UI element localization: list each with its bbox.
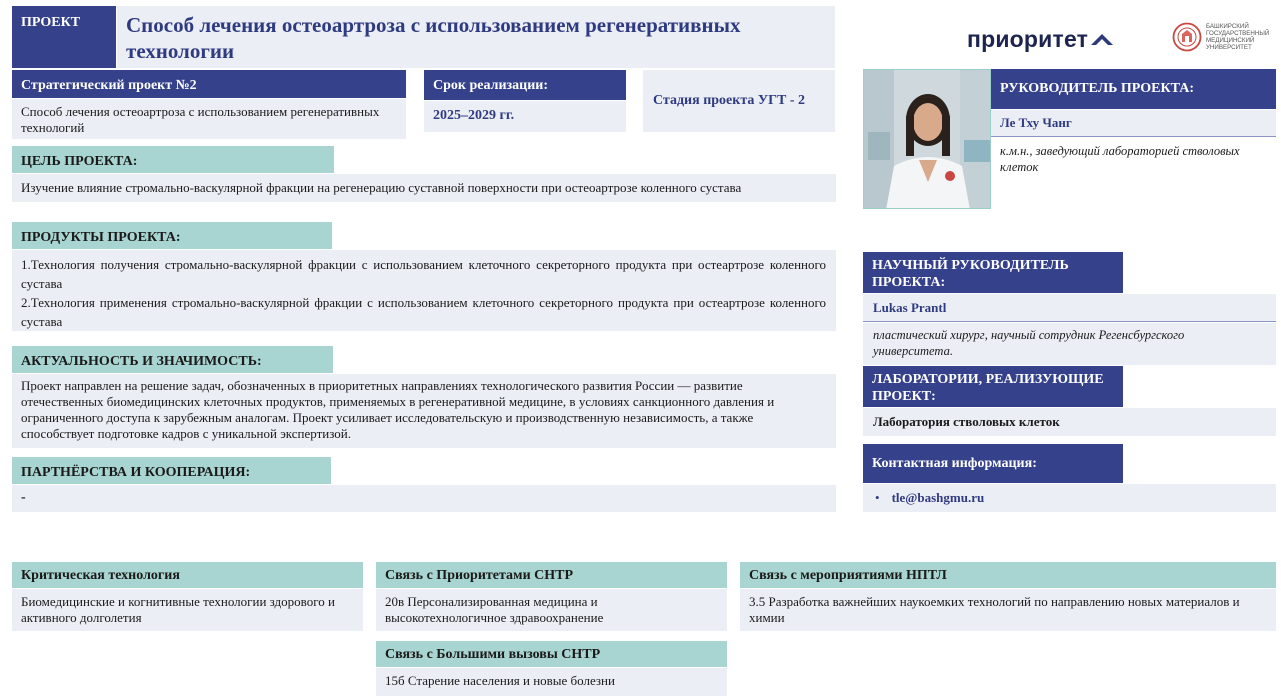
university-name bbox=[1206, 23, 1269, 52]
partners-label: ПАРТНЁРСТВА И КООПЕРАЦИЯ: bbox=[12, 457, 331, 484]
scientific-leader-label: НАУЧНЫЙ РУКОВОДИТЕЛЬ ПРОЕКТА: bbox=[863, 252, 1123, 293]
goal-label: ЦЕЛЬ ПРОЕКТА: bbox=[12, 146, 334, 173]
nptl-value: 3.5 Разработка важнейших наукоемких технологий по направлению новых материалов и химии bbox=[740, 589, 1276, 631]
products-label: ПРОДУКТЫ ПРОЕКТА: bbox=[12, 222, 332, 249]
product-item: 1.Технология получения стромально-васкулярной фракции с использованием клеточного секреторного продукта при остеартрозе коленного сустава bbox=[21, 257, 826, 291]
relevance-value: Проект направлен на решение задач, обозначенных в приоритетных направлениях технологического развития России — развитие отечественных биомедицинских клеточных продуктов, применяемых в регенеративной медицине, в условиях санкционного давления и ограниченного доступа к зарубежным аналогам. Проект усиливает исследовательскую и производственную независимость, а также способствует подготовке кадров с уникальной экспертизой. bbox=[12, 374, 836, 448]
university-name-line: МЕДИЦИНСКИЙ bbox=[1206, 37, 1255, 44]
sntr-priorities-value: 20в Персонализированная медицина и высокотехнологичное здравоохранение bbox=[376, 589, 727, 631]
products-list bbox=[12, 250, 836, 331]
university-emblem-icon bbox=[1172, 22, 1202, 52]
leader-position: к.м.н., заведующий лабораторией стволовых клеток bbox=[1000, 144, 1240, 174]
critical-tech-label: Критическая технология bbox=[12, 562, 363, 588]
goal-value: Изучение влияние стромально-васкулярной фракции на регенерацию суставной поверхности при остеоартрозе коленного сустава bbox=[12, 174, 836, 202]
nptl-label: Связь с мероприятиями НПТЛ bbox=[740, 562, 1276, 588]
contacts-value bbox=[863, 484, 1276, 512]
labs-label: ЛАБОРАТОРИИ, РЕАЛИЗУЮЩИЕ ПРОЕКТ: bbox=[863, 366, 1123, 407]
leader-photo bbox=[863, 69, 991, 209]
relevance-label: АКТУАЛЬНОСТЬ И ЗНАЧИМОСТЬ: bbox=[12, 346, 333, 373]
university-name-line: УНИВЕРСИТЕТ bbox=[1206, 44, 1252, 52]
stage-box bbox=[643, 70, 835, 132]
critical-tech-value: Биомедицинские и когнитивные технологии здорового и активного долголетия bbox=[12, 589, 363, 631]
leader-portrait-icon bbox=[864, 70, 991, 209]
sntr-challenges-label: Связь с Большими вызовы СНТР bbox=[376, 641, 727, 667]
term-value-text: 2025–2029 гг. bbox=[433, 108, 515, 123]
strategic-project-value: Способ лечения остеоартроза с использованием регенеративных технологий bbox=[12, 99, 406, 139]
contact-bullet: • bbox=[875, 490, 880, 505]
prioritet-logo bbox=[967, 24, 1113, 54]
project-badge: ПРОЕКТ bbox=[12, 6, 116, 68]
scientific-leader-name: Lukas Prantl bbox=[863, 294, 1276, 322]
leader-name: Ле Тху Чанг bbox=[991, 110, 1276, 137]
sntr-challenges-value: 15б Старение населения и новые болезни bbox=[376, 668, 727, 696]
sntr-priorities-label: Связь с Приоритетами СНТР bbox=[376, 562, 727, 588]
strategic-project-label: Стратегический проект №2 bbox=[12, 70, 406, 98]
term-label: Срок реализации: bbox=[424, 70, 626, 100]
chevron-up-icon bbox=[1091, 31, 1113, 47]
term-value bbox=[424, 101, 626, 132]
contacts-label: Контактная информация: bbox=[863, 444, 1123, 483]
scientific-leader-position: пластический хирург, научный сотрудник Регенсбургского университета. bbox=[863, 323, 1276, 365]
university-logo bbox=[1172, 20, 1278, 54]
partners-value: - bbox=[12, 485, 836, 512]
university-name-line: ГОСУДАРСТВЕННЫЙ bbox=[1206, 29, 1270, 37]
page-title: Способ лечения остеоартроза с использованием регенеративных технологии bbox=[117, 6, 835, 68]
product-item: 2.Технология применения стромально-васкулярной фракции с использованием клеточного секреторного продукта при остеартрозе коленного сустава bbox=[21, 295, 826, 329]
prioritet-logo-text: приоритет bbox=[967, 25, 1089, 52]
stage-value: Стадия проекта УГТ - 2 bbox=[653, 93, 806, 108]
labs-value: Лаборатория стволовых клеток bbox=[863, 408, 1276, 436]
leader-label: РУКОВОДИТЕЛЬ ПРОЕКТА: bbox=[991, 69, 1276, 109]
contact-email[interactable]: tle@bashgmu.ru bbox=[891, 490, 985, 505]
university-name-line: БАШКИРСКИЙ bbox=[1206, 22, 1249, 30]
